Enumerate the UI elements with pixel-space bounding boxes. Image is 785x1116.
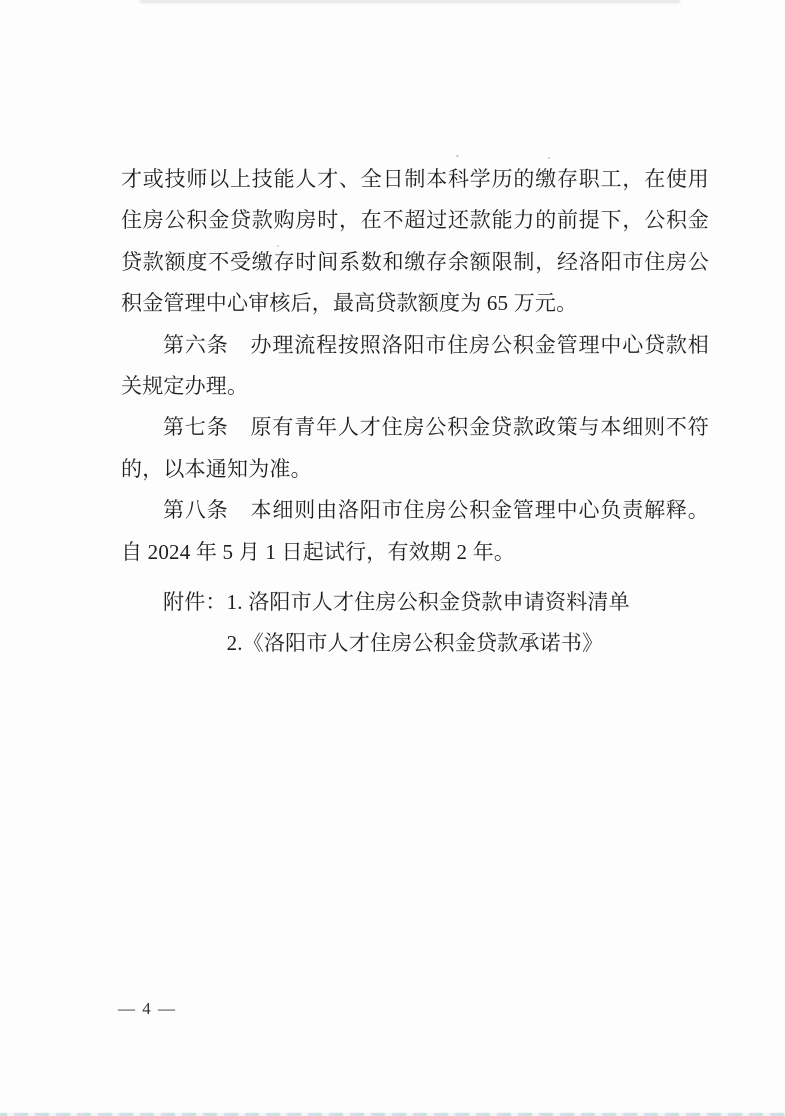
attachment-item-1: 1. 洛阳市人才住房公积金贷款申请资料清单 bbox=[226, 590, 630, 615]
attachments-list bbox=[227, 582, 709, 663]
attachments-label: 附件： bbox=[163, 590, 227, 615]
body-paragraph-article-6: 第六条 办理流程按照洛阳市住房公积金管理中心贷款相关规定办理。 bbox=[121, 332, 709, 399]
page-number: — 4 — bbox=[118, 999, 177, 1018]
body-paragraph-article-7: 第七条 原有青年人才住房公积金贷款政策与本细则不符的，以本通知为准。 bbox=[121, 415, 709, 481]
attachments-block bbox=[121, 582, 709, 663]
scan-edge-top bbox=[140, 0, 680, 3]
scan-speck bbox=[456, 155, 459, 157]
attachment-item-2: 2.《洛阳市人才住房公积金贷款承诺书》 bbox=[226, 630, 604, 655]
body-paragraph-continuation: 才或技师以上技能人才、全日制本科学历的缴存职工，在使用住房公积金贷款购房时，在不超过还款能力的前提下，公积金贷款额度不受缴存时间系数和缴存余额限制，经洛阳市住房公积金管理中心审核后，最高贷款额度为 65 万元。 bbox=[121, 167, 709, 316]
body-paragraph-article-8: 第八条 本细则由洛阳市住房公积金管理中心负责解释。自 2024 年 5 月 1 日起试行，有效期 2 年。 bbox=[121, 498, 709, 564]
document-body bbox=[121, 159, 709, 663]
